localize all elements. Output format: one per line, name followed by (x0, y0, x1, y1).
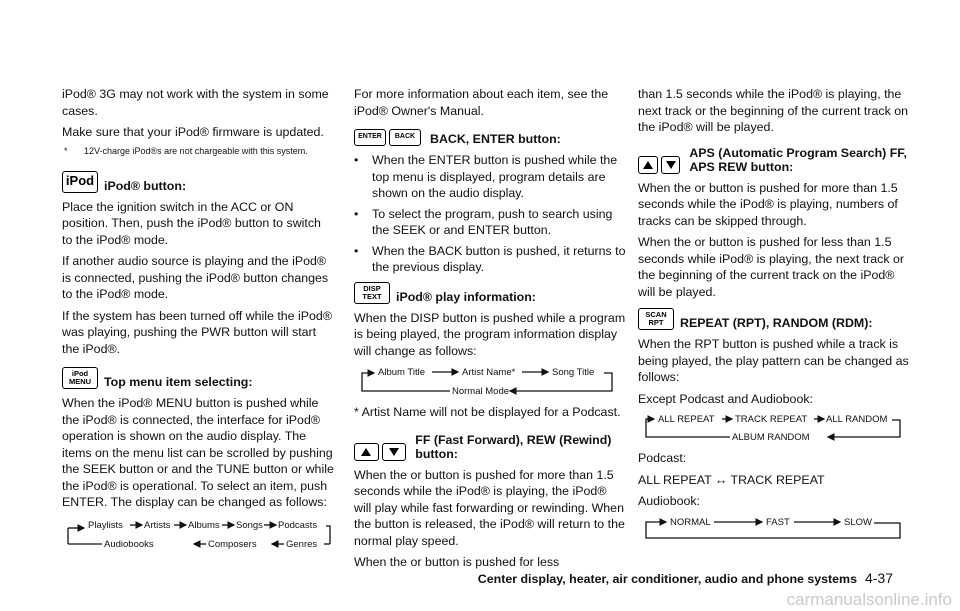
more-info: For more information about each item, see the iPod® Owner's Manual. (354, 87, 609, 118)
ipod-key-icon: iPod (62, 171, 98, 193)
list-item: • When the ENTER button is pushed while the top menu is displayed, program details are shown on the audio display. (354, 152, 626, 202)
flow-song-title: Song Title (552, 367, 595, 378)
aps-paragraph-1: When the or button is pushed for more than 1.5 seconds while the iPod® is playing, numbers of tracks can be skipped through. (638, 180, 898, 228)
disp-note: * Artist Name will not be displayed for a Podcast. (354, 405, 621, 419)
podcast-text: ALL REPEAT ↔ TRACK REPEAT (638, 472, 825, 487)
flow-track-repeat: TRACK REPEAT (735, 414, 808, 425)
ipod-paragraph-1: Place the ignition switch in the ACC or ON position. Then, push the iPod® button to switch to the iPod® mode. (62, 199, 321, 247)
flow-album-random: ALBUM RANDOM (732, 432, 810, 442)
audiobook-flow-diagram (638, 515, 910, 543)
disp-flow-diagram (354, 364, 626, 396)
flow-artists: Artists (144, 519, 171, 531)
ff-key-icon (354, 443, 379, 461)
flow-normal-mode: Normal Mode (452, 386, 510, 396)
list-item: • To select the program, push to search using the SEEK or and ENTER button. (354, 206, 626, 239)
aps-heading: APS (Automatic Program Search) FF, APS REW button: (638, 146, 910, 174)
firmware-note: Make sure that your iPod® firmware is updated. (62, 125, 324, 139)
column-3 (638, 86, 910, 551)
flow-fast: FAST (766, 516, 790, 528)
flow-artist-name: Artist Name* (462, 367, 516, 378)
flow-audiobooks: Audiobooks (104, 538, 154, 550)
flow-genres: Genres (286, 538, 318, 550)
watermark: carmanualsonline.info (786, 590, 952, 609)
scan-rpt-key-icon: SCAN RPT (638, 308, 674, 330)
aps-paragraph-2: When the or button is pushed for less than 1.5 seconds while iPod® is playing, the next track or the beginning of the current track on the iPod® will be played. (638, 235, 905, 299)
menu-heading: iPod MENU Top menu item selecting: (62, 367, 334, 389)
flow-playlists: Playlists (88, 519, 123, 531)
flow-all-random: ALL RANDOM (826, 414, 888, 425)
ipod-button-heading: iPod iPod® button: (62, 171, 334, 193)
enter-key-icon: ENTER (354, 129, 386, 146)
rpt-paragraph-1: When the RPT button is pushed while a track is being played, the play pattern can be changed as follows: (638, 337, 909, 384)
flow-normal: NORMAL (670, 516, 711, 528)
ff-rew-heading: FF (Fast Forward), REW (Rewind) button: (354, 433, 626, 461)
column-1 (62, 86, 334, 560)
list-item: • When the BACK button is pushed, it returns to the previous display. (354, 243, 626, 276)
ff-paragraph-1: When the or button is pushed for more than 1.5 seconds while the iPod® is playing, the iPod® will play while fast forwarding or rewinding. When the button is released, the iPod® will return to the normal play speed. (354, 467, 625, 548)
aps-ff-key-icon (638, 156, 658, 174)
disp-paragraph: When the DISP button is pushed while a program is being played, the program information display will change as follows: (354, 310, 626, 358)
back-enter-heading: ENTER BACK BACK, ENTER button: (354, 129, 626, 146)
ff-paragraph-2: When the or button is pushed for less (354, 555, 560, 569)
ipod-paragraph-3: If the system has been turned off while the iPod® was playing, pushing the PWR button will start the iPod®. (62, 308, 332, 356)
ipod-menu-key-icon: iPod MENU (62, 367, 98, 389)
rpt-paragraph-2: Except Podcast and Audiobook: (638, 391, 813, 406)
column-2 (354, 86, 626, 576)
footer-title: Center display, heater, air conditioner, audio and phone systems (477, 572, 857, 586)
podcast-label: Podcast: (638, 451, 687, 465)
aps-rew-key-icon (661, 156, 681, 174)
rpt-heading: SCAN RPT REPEAT (RPT), RANDOM (RDM): (638, 308, 910, 330)
compat-note: iPod® 3G may not work with the system in some cases. (62, 87, 329, 118)
audiobook-label: Audiobook: (638, 494, 701, 508)
menu-flow-diagram (62, 516, 334, 552)
ipod-paragraph-2: If another audio source is playing and the iPod® is connected, pushing the iPod® button changes to the iPod® mode. (62, 254, 329, 301)
continued-paragraph: than 1.5 seconds while the iPod® is playing, the next track or the beginning of the current track on the iPod® will be played. (638, 87, 908, 134)
footnote: * 12V-charge iPod®s are not chargeable with this system. (64, 145, 308, 156)
flow-album-title: Album Title (378, 367, 425, 378)
flow-all-repeat: ALL REPEAT (658, 414, 715, 425)
page-number: 4-37 (864, 570, 893, 586)
flow-songs: Songs (236, 519, 263, 531)
disp-text-key-icon: DISP TEXT (354, 282, 390, 304)
menu-paragraph: When the iPod® MENU button is pushed while the iPod® is connected, the interface for iPod® operation is shown on the audio display. The items on the menu list can be scrolled by pushing the SEEK button or and the TUNE button or while the iPod® is operational. To select an item, push ENTER. The display can be changed as follows: (62, 396, 334, 509)
back-enter-list (354, 152, 626, 276)
rpt-flow-diagram (638, 412, 910, 442)
back-key-icon: BACK (389, 129, 421, 146)
flow-composers: Composers (208, 538, 257, 550)
flow-podcasts: Podcasts (278, 519, 318, 531)
flow-slow: SLOW (844, 516, 872, 528)
rew-key-icon (382, 443, 407, 461)
flow-albums: Albums (188, 519, 220, 531)
page-footer (478, 570, 893, 586)
disp-heading: DISP TEXT iPod® play information: (354, 282, 626, 304)
